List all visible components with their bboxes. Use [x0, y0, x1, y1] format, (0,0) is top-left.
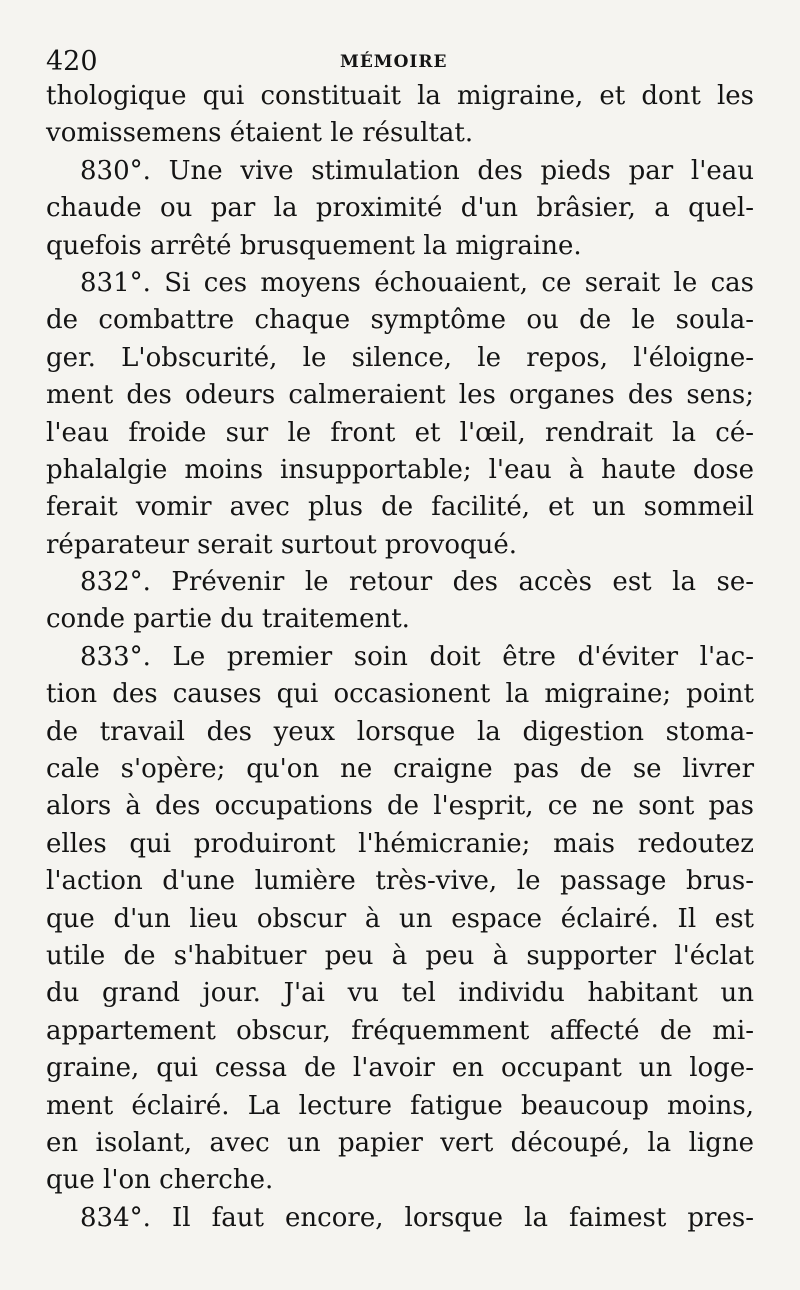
text-line: cale s'opère; qu'on ne craigne pas de se livrer	[46, 754, 754, 785]
text-line: alors à des occupations de l'esprit, ce ne sont pas	[46, 791, 754, 822]
text-line: que d'un lieu obscur à un espace éclairé. Il est	[46, 903, 754, 934]
text-line: l'eau froide sur le front et l'œil, rendrait la cé-	[46, 417, 754, 448]
paragraph-830-start: 830°. Une vive stimulation des pieds par l'eau	[80, 155, 754, 186]
text-line: l'action d'une lumière très-vive, le passage brus-	[46, 866, 754, 897]
text-line: appartement obscur, fréquemment affecté de mi-	[46, 1015, 754, 1046]
text-line: du grand jour. J'ai vu tel individu habitant un	[46, 978, 754, 1009]
text-line: elles qui produiront l'hémicranie; mais redoutez	[46, 828, 754, 859]
paragraph-832-start: 832°. Prévenir le retour des accès est la se-	[80, 567, 754, 598]
paragraph-833-start: 833°. Le premier soin doit être d'éviter l'ac-	[80, 641, 754, 672]
text-line: graine, qui cessa de l'avoir en occupant un loge-	[46, 1053, 754, 1084]
text-line: quefois arrêté brusquement la migraine.	[46, 230, 582, 261]
text-line: en isolant, avec un papier vert découpé, la ligne	[46, 1127, 754, 1158]
text-line: conde partie du traitement.	[46, 604, 410, 635]
text-line: phalalgie moins insupportable; l'eau à haute dose	[46, 454, 754, 485]
text-line: de travail des yeux lorsque la digestion stoma-	[46, 716, 754, 747]
text-line: réparateur serait surtout provoqué.	[46, 529, 518, 560]
text-line: chaude ou par la proximité d'un brâsier, a quel-	[46, 193, 754, 224]
text-line: de combattre chaque symptôme ou de le soula-	[46, 305, 754, 336]
running-title: MÉMOIRE	[340, 52, 448, 72]
text-line: tion des causes qui occasionent la migraine; point	[46, 679, 754, 710]
page-number: 420	[46, 46, 98, 77]
paragraph-831-start: 831°. Si ces moyens échouaient, ce serait le cas	[80, 267, 754, 298]
text-line: vomissemens étaient le résultat.	[46, 118, 474, 149]
body-text	[46, 78, 754, 1237]
text-line: ment des odeurs calmeraient les organes des sens;	[46, 380, 754, 411]
text-line: ferait vomir avec plus de facilité, et un sommeil	[46, 492, 754, 523]
text-line: utile de s'habituer peu à peu à supporter l'éclat	[46, 940, 754, 971]
text-line: ment éclairé. La lecture fatigue beaucoup moins,	[46, 1090, 754, 1121]
text-line: ger. L'obscurité, le silence, le repos, l'éloigne-	[46, 342, 754, 373]
text-line: que l'on cherche.	[46, 1165, 274, 1196]
paragraph-834-start: 834°. Il faut encore, lorsque la faimest pres-	[80, 1202, 754, 1233]
page-header	[46, 44, 746, 80]
text-line: thologique qui constituait la migraine, et dont les	[46, 81, 754, 111]
